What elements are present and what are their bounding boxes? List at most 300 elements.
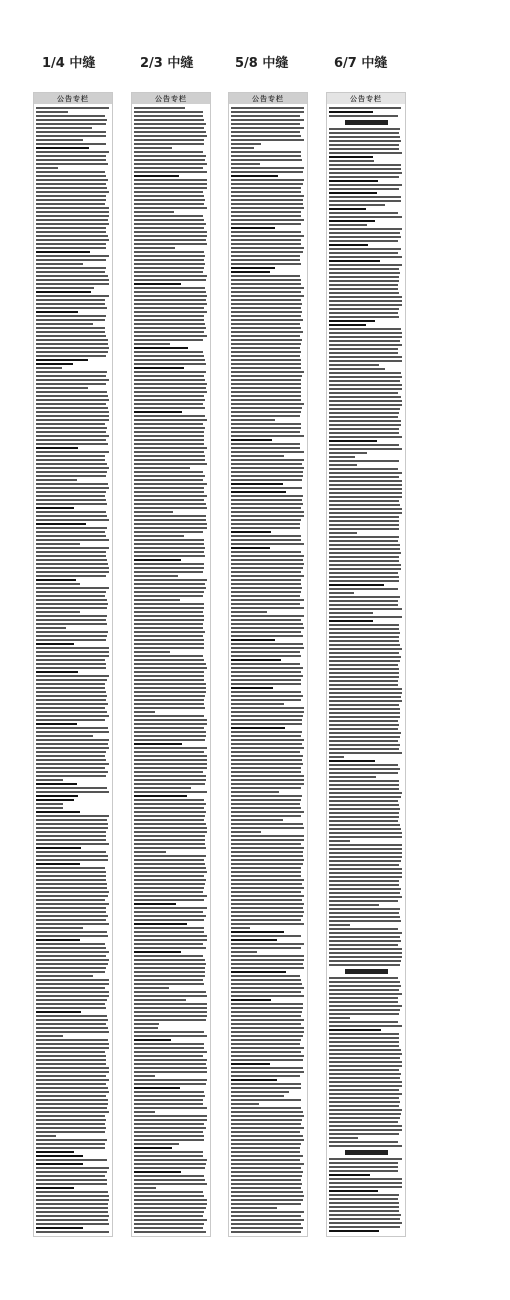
text-line — [36, 1043, 109, 1045]
notice-heading-line — [231, 271, 270, 273]
text-line — [231, 699, 301, 701]
text-line — [36, 535, 106, 537]
text-line — [36, 495, 105, 497]
text-line — [329, 1206, 399, 1208]
text-line — [36, 691, 106, 693]
text-line — [134, 459, 205, 461]
text-line — [231, 395, 301, 397]
text-line — [231, 1131, 300, 1133]
text-line — [36, 1015, 107, 1017]
text-line — [134, 143, 204, 145]
text-line — [329, 400, 402, 402]
text-line — [36, 143, 106, 145]
text-line — [134, 147, 172, 149]
text-line — [36, 935, 108, 937]
text-line — [36, 1223, 109, 1225]
text-line — [329, 1182, 402, 1184]
text-line — [134, 635, 203, 637]
text-line — [231, 263, 301, 265]
text-line — [329, 752, 402, 754]
text-line — [329, 1045, 399, 1047]
text-line — [36, 1039, 108, 1041]
text-line — [134, 935, 207, 937]
text-line — [231, 187, 301, 189]
text-line — [134, 1123, 204, 1125]
text-line — [134, 1135, 204, 1137]
text-line — [36, 715, 109, 717]
text-line — [329, 392, 398, 394]
text-line — [134, 687, 206, 689]
text-line — [134, 1179, 205, 1181]
text-line — [329, 240, 398, 242]
notice-heading-line — [36, 291, 91, 293]
text-line — [36, 899, 105, 901]
text-line — [329, 880, 399, 882]
text-line — [231, 167, 304, 169]
text-line — [231, 1027, 304, 1029]
text-line — [329, 292, 399, 294]
text-line — [329, 824, 400, 826]
column-strip-3 — [228, 92, 308, 1237]
text-line — [231, 211, 301, 213]
text-line — [231, 191, 301, 193]
text-line — [329, 352, 398, 354]
notice-heading-line — [329, 1174, 370, 1176]
text-line — [134, 267, 204, 269]
text-line — [134, 235, 207, 237]
text-line — [134, 275, 207, 277]
text-line — [329, 600, 398, 602]
text-line — [36, 375, 106, 377]
text-line — [329, 484, 402, 486]
text-line — [134, 435, 204, 437]
text-line — [231, 983, 302, 985]
text-line — [231, 767, 301, 769]
text-line — [134, 179, 207, 181]
text-line — [231, 535, 301, 537]
text-line — [36, 851, 106, 853]
notice-heading-line — [36, 507, 74, 509]
text-line — [329, 576, 399, 578]
text-line — [231, 459, 304, 461]
text-line — [36, 427, 107, 429]
text-line — [231, 1015, 301, 1017]
text-line — [36, 531, 105, 533]
text-line — [134, 631, 205, 633]
text-line — [231, 199, 303, 201]
text-line — [36, 1179, 107, 1181]
text-line — [329, 956, 402, 958]
text-line — [329, 993, 402, 995]
text-line — [231, 795, 302, 797]
text-line — [329, 948, 402, 950]
notice-heading-line — [36, 783, 77, 785]
text-line — [231, 1051, 301, 1053]
text-line — [231, 411, 301, 413]
text-line — [231, 339, 302, 341]
text-line — [231, 715, 303, 717]
text-line — [36, 123, 106, 125]
notice-heading-line — [36, 799, 74, 801]
text-line — [36, 879, 106, 881]
text-line — [36, 871, 106, 873]
text-line — [231, 1099, 301, 1101]
text-line — [134, 219, 204, 221]
text-line — [329, 1125, 402, 1127]
text-line — [36, 399, 109, 401]
text-line — [36, 775, 106, 777]
text-line — [329, 1065, 402, 1067]
text-line — [36, 779, 63, 781]
notice-heading-line — [329, 324, 366, 326]
text-line — [329, 1037, 399, 1039]
text-line — [231, 907, 303, 909]
text-line — [134, 1199, 207, 1201]
text-line — [231, 307, 301, 309]
text-line — [36, 731, 109, 733]
text-line — [36, 1139, 107, 1141]
column-label-3: 5/8 中缝 — [235, 56, 289, 71]
text-line — [329, 848, 402, 850]
text-line — [134, 475, 205, 477]
text-line — [134, 171, 207, 173]
text-line — [329, 796, 401, 798]
text-line — [134, 395, 204, 397]
text-line — [134, 299, 206, 301]
text-line — [231, 1155, 303, 1157]
text-line — [134, 975, 205, 977]
text-line — [329, 168, 401, 170]
text-line — [329, 672, 399, 674]
text-line — [231, 619, 301, 621]
text-line — [231, 859, 304, 861]
text-line — [36, 1215, 109, 1217]
text-line — [329, 1097, 399, 1099]
notice-heading-line — [36, 147, 89, 149]
text-line — [134, 871, 207, 873]
text-line — [329, 1121, 398, 1123]
text-line — [134, 799, 204, 801]
text-line — [231, 255, 300, 257]
text-line — [231, 871, 301, 873]
text-line — [231, 331, 303, 333]
text-line — [134, 671, 204, 673]
text-line — [329, 981, 400, 983]
text-line — [36, 567, 109, 569]
text-line — [36, 1211, 108, 1213]
text-line — [329, 768, 400, 770]
text-line — [134, 859, 204, 861]
text-line — [134, 679, 204, 681]
text-line — [36, 607, 107, 609]
text-line — [329, 228, 402, 230]
text-line — [36, 403, 106, 405]
text-line — [231, 819, 283, 821]
text-line — [36, 351, 108, 353]
text-line — [134, 591, 204, 593]
text-line — [36, 767, 105, 769]
text-line — [36, 195, 106, 197]
notice-heading-line — [329, 260, 380, 262]
text-line — [134, 227, 204, 229]
text-line — [329, 340, 400, 342]
text-line — [36, 119, 107, 121]
text-line — [36, 603, 108, 605]
text-line — [231, 1159, 300, 1161]
text-line — [36, 647, 109, 649]
text-line — [134, 163, 207, 165]
text-line — [134, 703, 204, 705]
column-strip-2 — [131, 92, 211, 1237]
text-line — [329, 792, 402, 794]
notice-heading-line — [36, 939, 80, 941]
text-line — [329, 520, 399, 522]
text-line — [231, 643, 303, 645]
text-line — [36, 207, 109, 209]
text-line — [329, 828, 401, 830]
text-line — [36, 387, 88, 389]
text-line — [329, 368, 385, 370]
text-line — [134, 607, 204, 609]
text-line — [134, 323, 205, 325]
text-line — [329, 348, 398, 350]
text-line — [36, 131, 106, 133]
text-line — [231, 107, 304, 109]
text-line — [231, 1111, 303, 1113]
text-line — [134, 1031, 204, 1033]
text-line — [231, 915, 303, 917]
text-line — [329, 452, 367, 454]
text-line — [134, 239, 206, 241]
text-line — [329, 676, 399, 678]
text-line — [231, 555, 304, 557]
text-line — [329, 548, 400, 550]
text-line — [231, 407, 302, 409]
text-line — [329, 1198, 398, 1200]
notice-heading-line — [134, 1147, 172, 1149]
text-line — [134, 895, 207, 897]
text-line — [329, 696, 401, 698]
text-line — [329, 712, 400, 714]
text-line — [231, 111, 304, 113]
text-line — [329, 512, 402, 514]
text-line — [329, 728, 398, 730]
text-line — [134, 307, 204, 309]
text-line — [329, 724, 399, 726]
text-line — [329, 232, 400, 234]
text-line — [134, 243, 207, 245]
text-line — [231, 579, 301, 581]
text-line — [329, 1226, 400, 1228]
column-header-3: 公告专栏 — [229, 93, 307, 104]
text-line — [329, 172, 402, 174]
text-line — [231, 903, 304, 905]
text-line — [36, 1191, 108, 1193]
text-line — [329, 152, 402, 154]
text-line — [231, 1167, 301, 1169]
text-line — [36, 135, 106, 137]
text-line — [36, 155, 106, 157]
text-line — [36, 1095, 106, 1097]
text-line — [231, 563, 304, 565]
text-line — [134, 995, 207, 997]
text-line — [134, 695, 205, 697]
text-line — [134, 119, 204, 121]
text-line — [231, 975, 300, 977]
text-line — [36, 927, 83, 929]
text-line — [134, 279, 206, 281]
text-line — [329, 1109, 402, 1111]
text-line — [36, 1123, 105, 1125]
text-line — [134, 835, 205, 837]
text-line — [231, 1179, 301, 1181]
text-line — [231, 679, 301, 681]
text-line — [231, 567, 303, 569]
text-line — [329, 928, 398, 930]
text-line — [134, 483, 207, 485]
text-line — [231, 163, 260, 165]
text-line — [329, 336, 402, 338]
text-line — [329, 860, 401, 862]
text-line — [231, 379, 301, 381]
text-line — [329, 528, 399, 530]
text-line — [231, 1047, 304, 1049]
notice-heading-line — [36, 1163, 83, 1165]
text-line — [36, 167, 58, 169]
text-line — [134, 247, 175, 249]
text-line — [231, 755, 303, 757]
notice-heading-line — [329, 180, 378, 182]
text-line — [134, 487, 204, 489]
text-line — [134, 187, 207, 189]
text-line — [329, 1133, 399, 1135]
text-line — [134, 939, 207, 941]
text-line — [329, 1021, 398, 1023]
text-line — [329, 328, 401, 330]
text-line — [36, 687, 105, 689]
text-line — [231, 463, 302, 465]
notice-heading-line — [231, 1079, 277, 1081]
text-line — [231, 623, 303, 625]
text-line — [329, 268, 399, 270]
text-line — [36, 995, 109, 997]
text-line — [134, 255, 205, 257]
text-line — [36, 711, 107, 713]
text-line — [36, 1075, 106, 1077]
text-line — [36, 239, 109, 241]
text-line — [329, 176, 399, 178]
text-line — [329, 1141, 398, 1143]
text-line — [329, 788, 399, 790]
text-line — [231, 611, 267, 613]
text-line — [134, 379, 205, 381]
text-line — [329, 908, 400, 910]
text-line — [134, 1191, 203, 1193]
text-line — [36, 971, 105, 973]
text-line — [329, 876, 402, 878]
text-line — [134, 967, 205, 969]
text-line — [231, 827, 304, 829]
text-line — [36, 1207, 108, 1209]
text-line — [134, 479, 203, 481]
text-line — [134, 655, 203, 657]
text-line — [36, 887, 107, 889]
text-line — [231, 207, 304, 209]
text-line — [134, 787, 191, 789]
text-line — [329, 692, 402, 694]
text-line — [134, 507, 207, 509]
column-strip-4 — [326, 92, 406, 1237]
text-line — [36, 595, 105, 597]
text-line — [134, 1223, 204, 1225]
text-line — [36, 771, 108, 773]
text-line — [329, 480, 402, 482]
text-line — [134, 1211, 204, 1213]
text-line — [329, 216, 402, 218]
text-line — [329, 989, 399, 991]
text-line — [36, 787, 107, 789]
text-line — [134, 447, 207, 449]
text-line — [231, 399, 301, 401]
text-line — [36, 159, 106, 161]
text-line — [231, 787, 301, 789]
text-line — [36, 1083, 106, 1085]
text-line — [36, 919, 106, 921]
text-line — [329, 492, 402, 494]
text-line — [134, 215, 203, 217]
text-line — [134, 811, 206, 813]
text-line — [36, 1071, 109, 1073]
text-line — [329, 1158, 402, 1160]
notice-heading-line — [36, 847, 81, 849]
text-line — [231, 287, 304, 289]
text-line — [329, 1057, 400, 1059]
text-line — [329, 372, 401, 374]
text-line — [329, 304, 402, 306]
text-line — [134, 131, 206, 133]
text-line — [329, 632, 400, 634]
text-line — [134, 783, 205, 785]
text-line — [231, 415, 300, 417]
text-line — [36, 1019, 108, 1021]
text-line — [36, 1183, 107, 1185]
notice-heading-line — [36, 723, 77, 725]
text-line — [329, 420, 401, 422]
text-line — [36, 755, 105, 757]
text-line — [329, 248, 401, 250]
text-line — [134, 543, 204, 545]
text-line — [329, 560, 399, 562]
text-line — [134, 1167, 205, 1169]
text-line — [329, 648, 402, 650]
text-line — [231, 723, 302, 725]
text-line — [231, 423, 301, 425]
text-line — [134, 319, 204, 321]
text-line — [36, 1007, 106, 1009]
column-label-4: 6/7 中缝 — [334, 56, 388, 71]
text-line — [36, 303, 105, 305]
text-line — [231, 275, 300, 277]
text-line — [329, 188, 399, 190]
text-line — [36, 395, 108, 397]
text-line — [36, 855, 108, 857]
text-line — [134, 839, 205, 841]
text-line — [134, 527, 207, 529]
text-line — [329, 184, 402, 186]
text-line — [134, 867, 206, 869]
text-line — [329, 1089, 399, 1091]
text-line — [134, 567, 204, 569]
